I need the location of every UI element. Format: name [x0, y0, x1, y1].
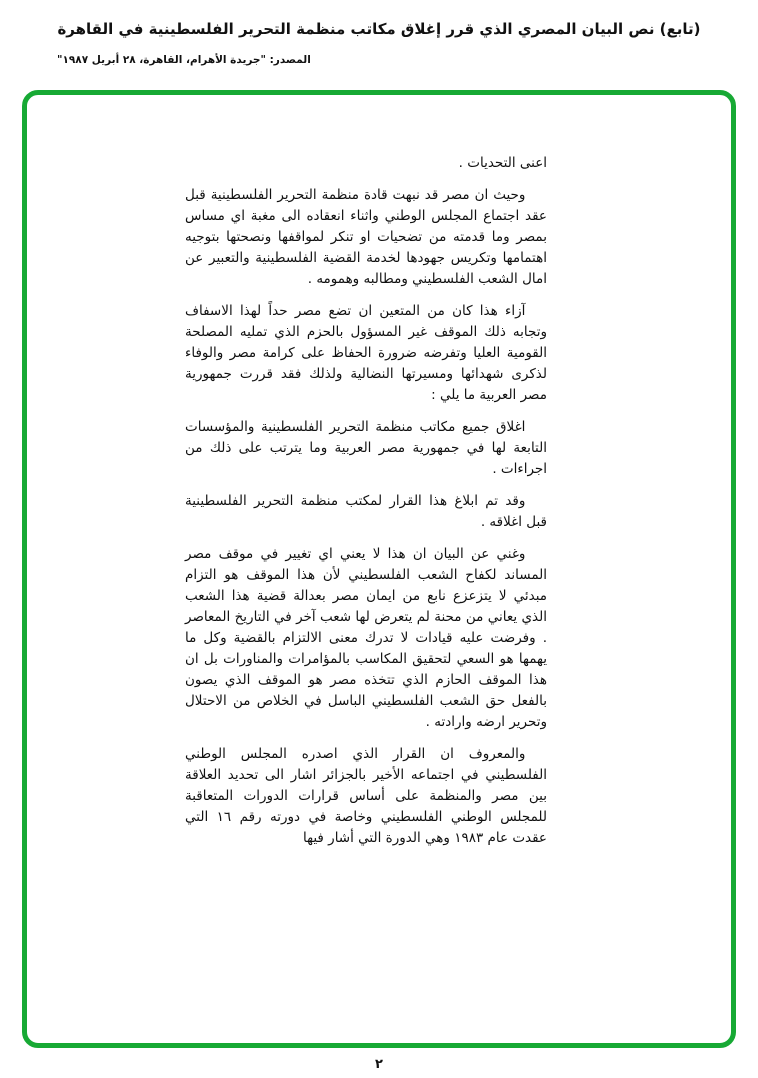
- body-text-column: [185, 153, 547, 860]
- paragraph: اعنى التحديات .: [458, 155, 547, 171]
- paragraph: وحيث ان مصر قد نبهت قادة منظمة التحرير الفلسطينية قبل عقد اجتماع المجلس الوطني واثناء انعقاده الى مغبة اي مساس بمصر وما قدمته من تضحيات او تنكر لمواقفها ونصحتها بتوجيه اهتمامها وتكريس جهودها لخدمة القضية الفلسطينية والتعبير عن امال الشعب الفلسطيني ومطالبه وهمومه .: [185, 187, 547, 287]
- paragraph: آزاء هذا كان من المتعين ان تضع مصر حداً لهذا الاسفاف وتجابه ذلك الموقف غير المسؤول بالحزم الذي تمليه المصلحة القومية العليا وتفرضه ضرورة الحفاظ على كرامة مصر والوفاء لذكرى شهدائها ومسيرتها النضالية ولذلك فقد قررت جمهورية مصر العربية ما يلي :: [185, 303, 547, 403]
- source-citation: المصدر: "جريدة الأهرام، القاهرة، ٢٨ أبريل ١٩٨٧": [57, 54, 311, 66]
- paragraph: وقد تم ابلاغ هذا القرار لمكتب منظمة التحرير الفلسطينية قبل اغلاقه .: [185, 493, 547, 530]
- paragraph: اغلاق جميع مكاتب منظمة التحرير الفلسطينية والمؤسسات التابعة لها في جمهورية مصر العربية وما يترتب على ذلك من اجراءات .: [185, 419, 547, 477]
- paragraph: وغني عن البيان ان هذا لا يعني اي تغيير في موقف مصر المساند لكفاح الشعب الفلسطيني لأن هذا الموقف هو التزام مبدئي لا يتزعزع نابع من ايمان مصر بعدالة قضية هذا الشعب الذي يعاني من محنة لم يتعرض لها شعب آخر في التاريخ المعاصر . وفرضت عليه قيادات لا تدرك معنى الالتزام بالقضية وكل ما يهمها هو السعي لتحقيق المكاسب بالمؤامرات والمناورات بل ان هذا الموقف الحازم الذي تتخذه مصر هو الموقف الذي يصون بالفعل حق الشعب الفلسطيني الباسل في الخلاص من الاحتلال وتحرير ارضه وارادته .: [185, 546, 547, 730]
- page-border-frame: [22, 90, 736, 1048]
- page-number: ٢: [375, 1057, 383, 1072]
- paragraph: والمعروف ان القرار الذي اصدره المجلس الوطني الفلسطيني في اجتماعه الأخير بالجزائر اشار الى تحديد العلاقة بين مصر والمنظمة على أساس قرارات الدورات المتعاقبة للمجلس الوطني الفلسطيني وخاصة في دورته رقم ١٦ التي عقدت عام ١٩٨٣ وهي الدورة التي أشار فيها: [185, 746, 548, 846]
- document-title: (تابع) نص البيان المصري الذي قرر إغلاق مكاتب منظمة التحرير الفلسطينية في القاهرة: [57, 20, 701, 38]
